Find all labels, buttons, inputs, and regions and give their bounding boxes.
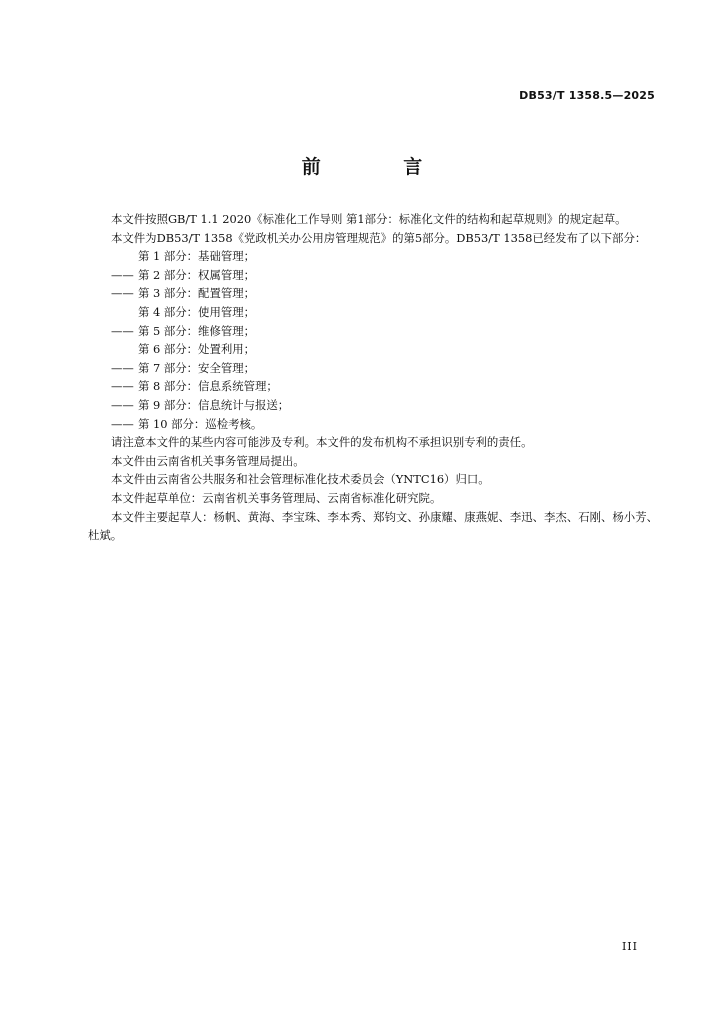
list-item [88, 322, 658, 341]
list-item [88, 377, 658, 396]
dash-mark: —— [111, 397, 134, 412]
page-title: 前 言 [301, 156, 461, 178]
dash-mark: —— [111, 360, 134, 375]
document-code: DB53/T 1358.5—2025 [519, 89, 655, 102]
paragraph-technical-committee: 本文件由云南省公共服务和社会管理标准化技术委员会（YNTC16）归口。 [111, 472, 490, 487]
part-text: 第 2 部分：权属管理； [138, 267, 256, 282]
part-text: 第 1 部分：基础管理； [138, 249, 256, 264]
paragraph-patent-notice: 请注意本文件的某些内容可能涉及专利。本文件的发布机构不承担识别专利的责任。 [111, 435, 533, 450]
dash-mark: —— [111, 286, 134, 301]
page-number: III [621, 940, 638, 953]
list-item [88, 415, 658, 434]
list-item [88, 359, 658, 378]
list-item [88, 284, 658, 303]
list-item [88, 266, 658, 285]
list-item [88, 340, 658, 359]
part-text: 第 4 部分：使用管理； [138, 304, 256, 319]
paragraph-drafters: 本文件主要起草人：杨帆、黄海、李宝珠、李本秀、郑钧文、孙康耀、康燕妮、李迅、李杰、石刚、杨小芳、杜斌。 [88, 509, 658, 543]
list-item [88, 396, 658, 415]
part-text: 第 3 部分：配置管理； [138, 286, 256, 301]
list-item [88, 247, 658, 266]
parts-list [88, 247, 658, 433]
dash-mark: —— [111, 267, 134, 282]
part-text: 第 5 部分：维修管理； [138, 323, 256, 338]
dash-mark: —— [111, 416, 134, 431]
dash-mark: —— [111, 379, 134, 394]
list-item [88, 303, 658, 322]
paragraph-proposer: 本文件由云南省机关事务管理局提出。 [111, 453, 305, 468]
part-text: 第 8 部分：信息系统管理； [138, 379, 278, 394]
document-body [88, 210, 658, 545]
part-text: 第 10 部分：巡检考核。 [138, 416, 263, 431]
dash-mark: —— [111, 323, 134, 338]
paragraph-drafting-units: 本文件起草单位：云南省机关事务管理局、云南省标准化研究院。 [111, 490, 442, 505]
part-text: 第 6 部分：处置利用； [138, 342, 256, 357]
part-text: 第 9 部分：信息统计与报送； [138, 397, 290, 412]
paragraph-drafting-rules: 本文件按照GB/T 1.1 2020《标准化工作导则 第1部分：标准化文件的结构和起草规则》的规定起草。 [111, 212, 627, 226]
paragraph-series-intro: 本文件为DB53/T 1358《党政机关办公用房管理规范》的第5部分。DB53/T 1358已经发布了以下部分： [111, 230, 647, 245]
part-text: 第 7 部分：安全管理； [138, 360, 256, 375]
